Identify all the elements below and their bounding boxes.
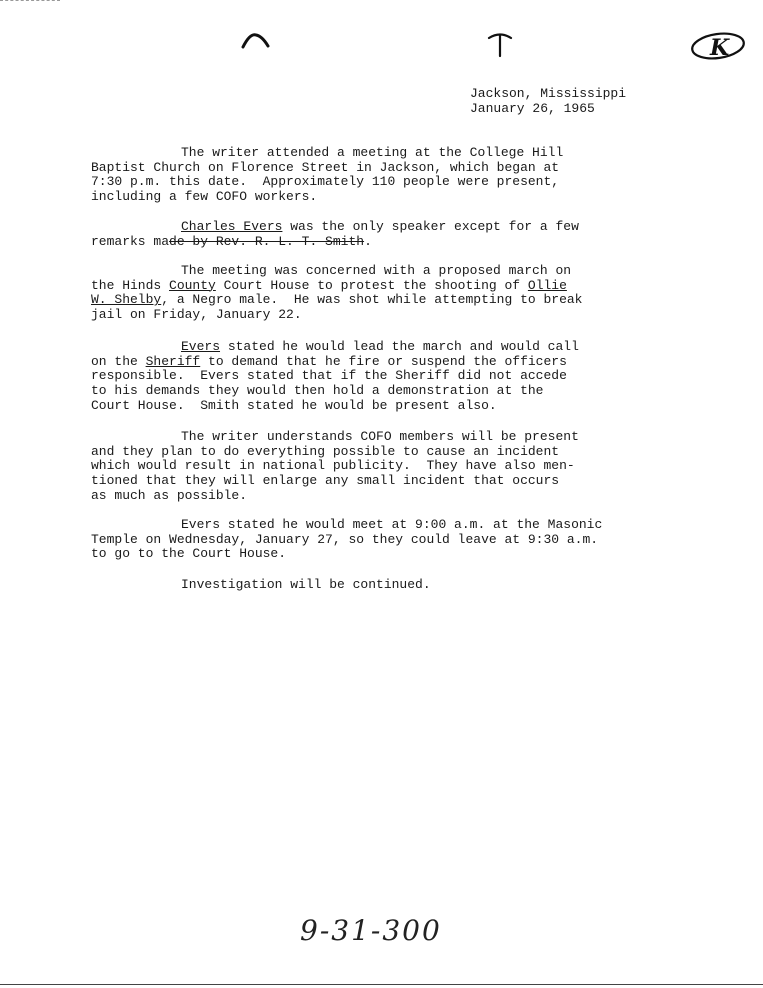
paragraph-3: [91, 264, 691, 323]
p4-line: Court House. Smith stated he would be present also.: [91, 397, 497, 413]
p7-line: Investigation will be continued.: [181, 577, 431, 592]
p2-text: was the only speaker except for a few: [282, 219, 579, 234]
p5-line: which would result in national publicity. They have also men-: [91, 458, 575, 474]
circled-initials-icon: [688, 30, 750, 64]
p3-line: jail on Friday, January 22.: [91, 307, 302, 323]
p1-line: 7:30 p.m. this date. Approximately 110 people were present,: [91, 174, 560, 190]
paragraph-7: [91, 578, 691, 593]
p3-name-last: W. Shelby: [91, 292, 162, 308]
p1-line: The writer attended a meeting at the College Hill: [181, 145, 564, 160]
p6-line: to go to the Court House.: [91, 546, 287, 562]
paragraph-4: [91, 340, 691, 414]
p4-text: stated he would lead the march and would call: [220, 339, 579, 354]
p5-line: and they plan to do everything possible to cause an incident: [91, 443, 560, 459]
p6-line: Temple on Wednesday, January 27, so they could leave at 9:30 a.m.: [91, 531, 599, 547]
p2-struck-text: de by Rev. R. L. T. Smith: [169, 233, 365, 249]
p1-line: Baptist Church on Florence Street in Jackson, which began at: [91, 159, 560, 175]
p2-text: remarks ma: [91, 233, 170, 249]
t-mark-icon: [486, 30, 514, 58]
bottom-rule: [0, 984, 763, 985]
top-dashed-edge: [0, 0, 60, 1]
file-number: 9-31-300: [300, 914, 442, 947]
paragraph-5: [91, 430, 691, 504]
caret-mark-icon: [240, 30, 272, 52]
p3-text: Court House to protest the shooting of: [215, 277, 528, 293]
p3-text: , a Negro male. He was shot while attempting to break: [161, 292, 583, 308]
dateline-place: Jackson, Mississippi: [470, 86, 627, 101]
p4-sheriff: Sheriff: [145, 353, 201, 369]
paragraph-1: [91, 146, 691, 205]
p5-line: tioned that they will enlarge any small incident that occurs: [91, 473, 560, 489]
p3-line: The meeting was concerned with a proposed march on: [181, 263, 572, 278]
p5-line: as much as possible.: [91, 487, 248, 503]
p4-text: on the: [91, 353, 146, 369]
p4-line: to his demands they would then hold a demonstration at the: [91, 383, 544, 399]
p3-name-first: Ollie: [527, 277, 567, 293]
p4-name: Evers: [181, 339, 221, 354]
p2-text: .: [364, 233, 372, 249]
p3-county: County: [169, 277, 216, 293]
dateline: [470, 86, 626, 116]
p1-line: including a few COFO workers.: [91, 189, 318, 205]
p4-line: responsible. Evers stated that if the Sheriff did not accede: [91, 368, 567, 384]
p3-text: the Hinds: [91, 277, 170, 293]
p6-line: Evers stated he would meet at 9:00 a.m. at the Masonic: [181, 517, 603, 532]
paragraph-2: [91, 220, 691, 249]
p5-line: The writer understands COFO members will be present: [181, 429, 579, 444]
paragraph-6: [91, 518, 691, 562]
svg-text:K: K: [710, 35, 730, 61]
p2-name: Charles Evers: [181, 219, 283, 234]
p4-text: to demand that he fire or suspend the officers: [200, 353, 567, 369]
dateline-date: January 26, 1965: [470, 101, 595, 116]
